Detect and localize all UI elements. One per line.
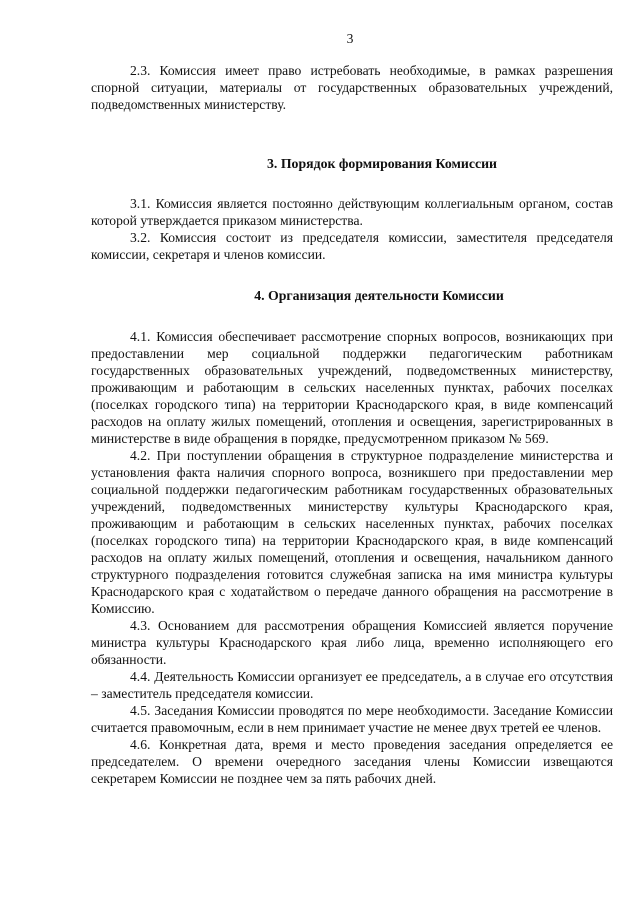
paragraph-4-1: 4.1. Комиссия обеспечивает рассмотрение спорных вопросов, возникающих при предоставлении мер социальной поддержки педагогическим работникам государственных образовательных учреждений, подведомственных министерству, проживающим и работающим в сельских населенных пунктах, рабочих поселках (поселках городского типа) на территории Краснодарского края, в виде компенсаций расходов на оплату жилых помещений, отопления и освещения, зарегистрированных в министерстве в виде обращения в порядке, предусмотренном приказом № 569. (91, 329, 613, 446)
section-3-heading (91, 155, 613, 172)
paragraph-4-3: 4.3. Основанием для рассмотрения обращения Комиссией является поручение министра культуры Краснодарского края либо лица, временно исполняющего его обязанности. (91, 618, 613, 667)
document-body (91, 62, 613, 787)
section-3-title: 3. Порядок формирования Комиссии (267, 156, 497, 171)
paragraph-2-3: 2.3. Комиссия имеет право истребовать необходимые, в рамках разрешения спорной ситуации, материалы от государственных образовательных учреждений, подведомственных министерству. (91, 63, 613, 112)
paragraph-4-6: 4.6. Конкретная дата, время и место проведения заседания определяется ее председателем. О времени очередного заседания члены Комиссии извещаются секретарем Комиссии не позднее чем за пять рабочих дней. (91, 737, 613, 786)
section-4-heading (91, 287, 613, 304)
paragraph-4-2: 4.2. При поступлении обращения в структурное подразделение министерства и установления факта наличия спорного вопроса, возникшего при предоставлении мер социальной поддержки педагогическим работникам государственных образовательных учреждений, подведомственных министерству культуры Краснодарского края, проживающим и работающим в сельских населенных пунктах, рабочих поселках (поселках городского типа) на территории Краснодарского края, в виде компенсаций расходов на оплату жилых помещений, отопления и освещения, начальником данного структурного подразделения готовится служебная записка на имя министра культуры Краснодарского края с ходатайством о передаче данного обращения на рассмотрение в Комиссию. (91, 448, 613, 616)
section-4-title: 4. Организация деятельности Комиссии (254, 288, 504, 303)
paragraph-3-1: 3.1. Комиссия является постоянно действующим коллегиальным органом, состав которой утверждается приказом министерства. (91, 196, 613, 228)
paragraph-3-2: 3.2. Комиссия состоит из председателя комиссии, заместителя председателя комиссии, секретаря и членов комиссии. (91, 230, 613, 262)
paragraph-4-5: 4.5. Заседания Комиссии проводятся по мере необходимости. Заседание Комиссии считается правомочным, если в нем принимает участие не менее двух третей ее членов. (91, 703, 613, 735)
page-number: 3 (346, 31, 354, 46)
paragraph-4-4: 4.4. Деятельность Комиссии организует ее председатель, а в случае его отсутствия – заместитель председателя комиссии. (91, 669, 613, 701)
